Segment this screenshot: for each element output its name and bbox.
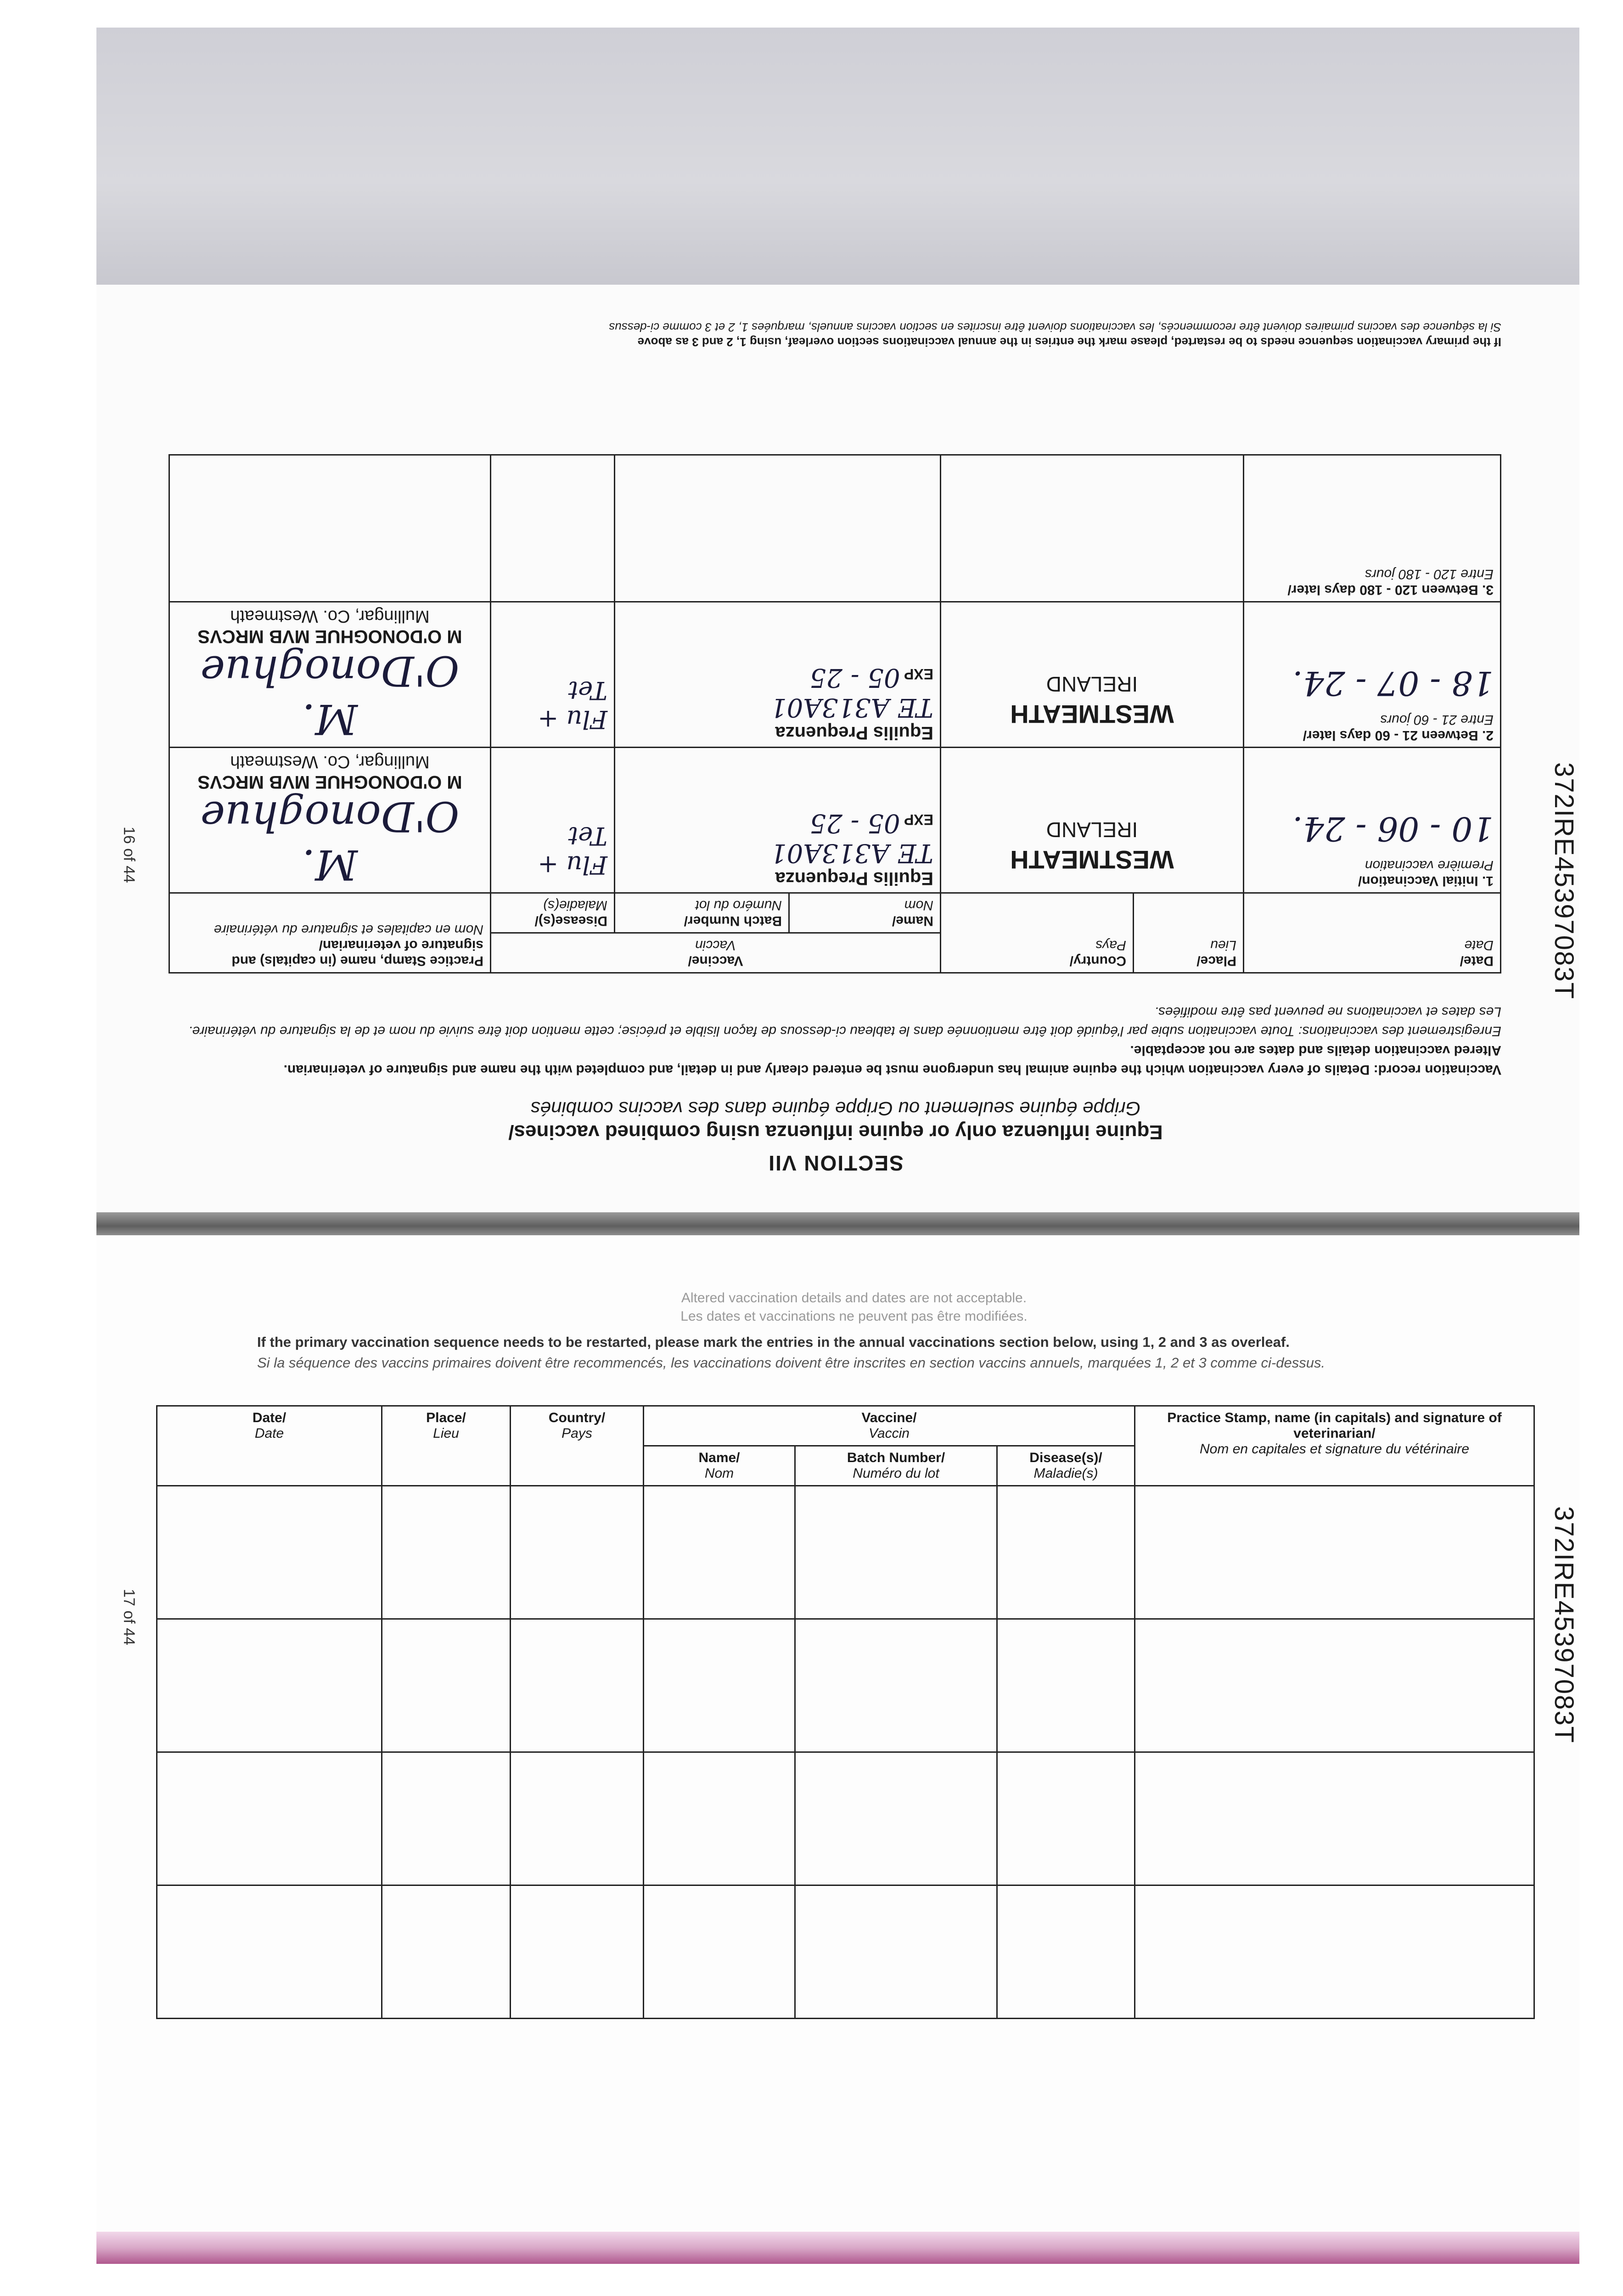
header-country: Country/ Pays — [511, 1406, 644, 1486]
row-vaccine-cell — [615, 455, 941, 602]
document-id-lower: 372IRE45397083T — [1549, 1506, 1579, 1744]
table-row — [157, 1486, 1534, 1619]
header-date: Date/ Date — [157, 1406, 382, 1486]
header-disease: Disease(s)/ Maladie(s) — [490, 893, 614, 933]
section-heading-fr: Grippe équine seulement ou Grippe équine dans des vaccins combinés — [530, 1098, 1141, 1120]
record-text-fr: Enregistrement des vaccinations: Toute vaccination subie par l'équidé doit être mentionnée dans le tableau ci-dessous de façon lisible et précise; cette mention doit être suivie du nom et de la signature du vétérinaire. Les dates et vaccinations ne peuvent pas être modifiées. — [188, 1004, 1501, 1039]
page-number-upper: 16 of 44 — [120, 827, 138, 883]
header-country: Country/ Pays — [941, 893, 1134, 973]
table-row — [169, 455, 1500, 602]
row-vaccine-cell: Equilis Prequenza TE A313A01 EXP 05 - 25 — [615, 748, 941, 893]
primary-vaccination-table — [168, 454, 1501, 974]
document-id-upper: 372IRE45397083T — [1549, 762, 1579, 1000]
header-batch: Batch Number/ Numéro du lot — [795, 1446, 997, 1486]
page-number-lower: 17 of 44 — [120, 1589, 138, 1645]
restart-note-fr: Si la séquence des vaccins primaires doivent être recommencés, les vaccinations doivent être inscrites en section vaccins annuels, marquées 1, 2 et 3 comme ci-dessus. — [257, 1355, 1325, 1371]
row-date-cell: 2. Between 21 - 60 days later/ Entre 21 - 60 jours 18 - 07 - 24. — [1244, 602, 1501, 748]
header-place: Place/ Lieu — [1134, 893, 1244, 973]
header-disease: Disease(s)/ Maladie(s) — [997, 1446, 1135, 1486]
row-stamp-cell: M. O'Donoghue M O'DONOGHUE MVB MRCVS Mullingar, Co. Westmeath — [169, 748, 490, 893]
row-stamp-cell — [169, 455, 490, 602]
faded-line-2: Les dates et vaccinations ne peuvent pas être modifiées. — [680, 1309, 1028, 1324]
row-place-cell: WESTMEATH IRELAND — [941, 748, 1244, 893]
row-date-cell: 1. Initial Vaccination/ Première vaccination 10 - 06 - 24. — [1244, 748, 1501, 893]
header-batch: Batch Number/ Numéro du lot — [615, 893, 789, 933]
header-place: Place/ Lieu — [382, 1406, 511, 1486]
restart-note: If the primary vaccination sequence needs to be restarted, please mark the entries in the annual vaccinations section below, using 1, 2 and 3 as overleaf. — [257, 1334, 1290, 1350]
header-vaccine: Vaccine/ Vaccin — [644, 1406, 1135, 1446]
section-heading: Equine influenza only or equine influenza using combined vaccines/ — [508, 1121, 1163, 1143]
table-row — [157, 1619, 1534, 1752]
record-text: Details of every vaccination which the equine animal has undergone must be entered clearly and in detail, and completed with the name and signature of veterinarian. — [283, 1062, 1370, 1077]
header-vaccine: Vaccine/ Vaccin — [490, 933, 940, 973]
scan-background-top — [96, 28, 1579, 291]
annual-vaccination-table — [156, 1405, 1535, 2019]
page-edge — [96, 2232, 1579, 2264]
record-text-2: Altered vaccination details and dates are not acceptable. — [1130, 1043, 1501, 1058]
header-stamp: Practice Stamp, name (in capitals) and signature of veterinarian/ Nom en capitales et signature du vétérinaire — [1135, 1406, 1534, 1486]
header-stamp: Practice Stamp, name (in capitals) and signature of veterinarian/ Nom en capitales et signature du vétérinaire — [169, 893, 490, 973]
restart-footnote-fr: Si la séquence des vaccins primaires doivent être recommencés, les vaccinations doivent être inscrites en section vaccins annuels, marquées 1, 2 et 3 comme ci-dessus — [609, 321, 1501, 334]
table-row — [169, 602, 1500, 748]
section-vii-page — [152, 321, 1520, 1176]
row-disease-cell: Flu + Tet — [490, 748, 614, 893]
header-date: Date/ Date — [1244, 893, 1501, 973]
record-label: Vaccination record: — [1373, 1062, 1501, 1077]
row-disease-cell — [490, 455, 614, 602]
row-date-cell: 3. Between 120 - 180 days later/ Entre 120 - 180 jours — [1244, 455, 1501, 602]
faded-line-1: Altered vaccination details and dates are not acceptable. — [681, 1290, 1027, 1306]
row-stamp-cell: M. O'Donoghue M O'DONOGHUE MVB MRCVS Mullingar, Co. Westmeath — [169, 602, 490, 748]
row-place-cell — [941, 455, 1244, 602]
row-vaccine-cell: Equilis Prequenza TE A313A01 EXP 05 - 25 — [615, 602, 941, 748]
table-row — [157, 1752, 1534, 1885]
row-disease-cell: Flu + Tet — [490, 602, 614, 748]
table-row — [169, 748, 1500, 893]
section-title: SECTION VII — [768, 1151, 904, 1175]
vaccination-record-note — [170, 1002, 1501, 1079]
header-name: Name/ Nom — [789, 893, 941, 933]
restart-footnote: If the primary vaccination sequence needs to be restarted, please mark the entries in the annual vaccinations section overleaf, using 1, 2 and 3 as above — [637, 335, 1501, 349]
header-name: Name/ Nom — [644, 1446, 795, 1486]
table-row — [157, 1885, 1534, 2019]
row-place-cell: WESTMEATH IRELAND — [941, 602, 1244, 748]
